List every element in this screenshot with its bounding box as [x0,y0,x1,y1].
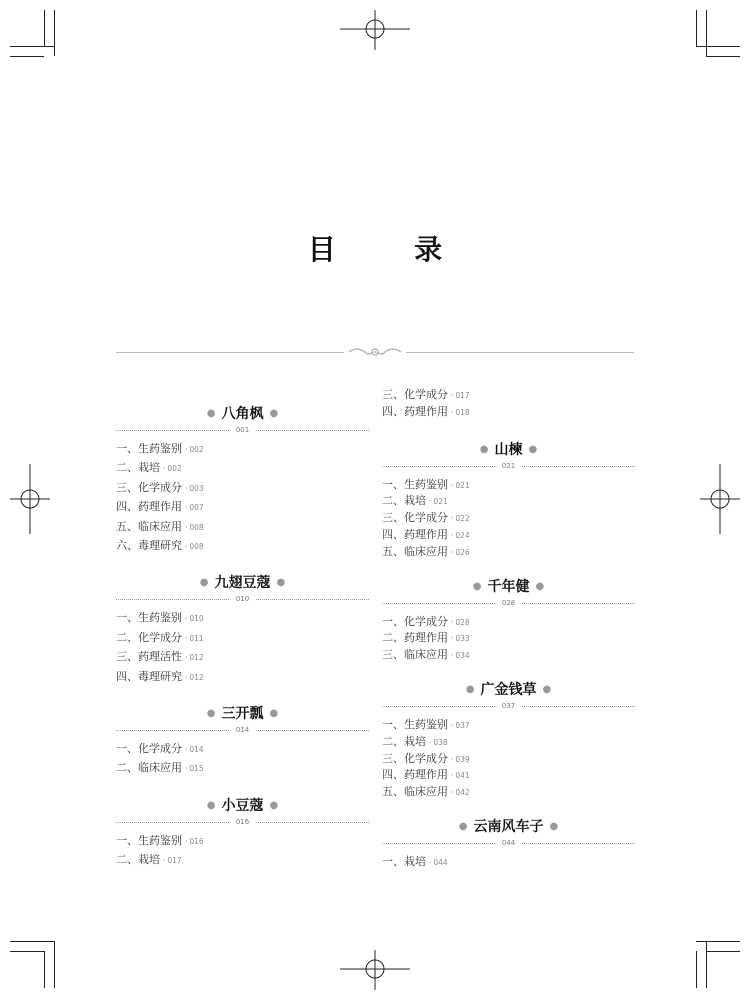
section-page-number: 016 [230,816,255,828]
bullet-dot-icon: ● [206,707,216,719]
entry-label: 一、生药鉴别 [116,833,182,847]
entry-page-number: · 014 [185,745,204,754]
toc-section [382,680,635,800]
entry-label: 一、生药鉴别 [116,611,182,625]
bullet-dot-icon: ● [549,820,559,832]
toc-entry[interactable] [382,629,635,646]
toc-entry[interactable] [382,476,635,493]
divider-right [406,352,634,353]
section-page-rule [116,724,369,736]
bullet-dot-icon: ● [199,577,209,589]
entry-page-number: · 021 [451,481,470,490]
entry-page-number: · 042 [451,788,470,797]
section-page-number: 021 [496,460,521,472]
section-page-number: 010 [230,593,255,605]
toc-entry[interactable] [382,386,635,403]
section-page-number: 037 [496,700,521,712]
toc-left-column [116,404,369,887]
entry-label: 二、药理作用 [382,631,448,645]
toc-entry[interactable] [382,526,635,543]
entry-page-number: · 012 [185,653,204,662]
entry-page-number: · 008 [185,542,204,551]
entry-label: 三、化学成分 [382,751,448,765]
registration-mark-top [340,10,410,50]
scroll-ornament-icon [345,344,405,360]
entry-page-number: · 008 [185,523,204,532]
bullet-dot-icon: ● [269,799,279,811]
section-page-rule [382,837,635,849]
section-page-rule [382,460,635,472]
toc-entry[interactable] [116,440,369,459]
entry-label: 五、临床应用 [382,544,448,558]
entry-page-number: · 017 [451,391,470,400]
section-title[interactable] [116,704,369,724]
entry-page-number: · 038 [429,738,448,747]
bullet-dot-icon: ● [269,408,279,419]
entry-page-number: · 024 [451,531,470,540]
entry-label: 六、毒理研究 [116,538,182,552]
toc-entry[interactable] [116,832,369,851]
section-title[interactable] [116,573,369,593]
toc-entry[interactable] [116,537,369,556]
toc-section [116,704,369,779]
registration-mark-left [10,464,50,534]
toc-entry[interactable] [382,509,635,526]
toc-entry[interactable] [382,766,635,783]
entry-page-number: · 002 [185,445,204,454]
section-page-rule [116,593,369,605]
entry-page-number: · 018 [451,408,470,417]
toc-entry[interactable] [382,750,635,767]
entry-page-number: · 015 [185,764,204,773]
entry-page-number: · 010 [185,614,204,623]
section-title[interactable] [382,680,635,700]
toc-section [116,796,369,871]
bullet-dot-icon: ● [458,820,468,832]
toc-entry[interactable] [116,479,369,498]
entry-label: 三、化学成分 [116,480,182,494]
entry-label: 三、化学成分 [382,511,448,525]
entry-label: 一、化学成分 [382,614,448,628]
toc-entry[interactable] [382,492,635,509]
bullet-dot-icon: ● [269,707,279,719]
bullet-dot-icon: ● [465,683,475,695]
toc-entry[interactable] [116,668,369,687]
registration-mark-right [700,464,740,534]
section-title[interactable] [382,577,635,597]
section-page-rule [116,424,369,436]
entry-page-number: · 026 [451,548,470,557]
section-title[interactable] [382,440,635,460]
entry-label: 二、栽培 [116,461,160,475]
section-page-rule [382,700,635,712]
section-page-number: 028 [496,597,521,609]
bullet-dot-icon: ● [535,580,545,592]
entry-page-number: · 017 [163,856,182,865]
divider-left [116,352,344,353]
entry-label: 五、临床应用 [382,785,448,799]
entry-page-number: · 037 [451,721,470,730]
section-page-number: 044 [496,837,521,849]
toc-entry[interactable] [116,740,369,759]
section-title[interactable] [116,404,369,424]
toc-entry[interactable] [382,783,635,800]
entry-label: 二、化学成分 [116,630,182,644]
entry-page-number: · 044 [429,858,448,867]
toc-section [382,577,635,663]
entry-label: 一、生药鉴别 [116,442,182,455]
toc-entry[interactable] [116,629,369,648]
entry-page-number: · 028 [451,618,470,627]
entry-page-number: · 034 [451,651,470,660]
section-title[interactable] [116,796,369,816]
toc-section [116,404,369,556]
bullet-dot-icon: ● [206,408,216,419]
section-title[interactable] [382,817,635,837]
toc-entry[interactable] [382,646,635,663]
toc-entry[interactable] [116,759,369,778]
continued-entries [382,386,635,420]
toc-entry[interactable] [116,609,369,628]
section-name: 广金钱草 [480,681,537,698]
bullet-dot-icon: ● [479,443,489,455]
entry-label: 二、栽培 [116,853,160,867]
toc-section [382,817,635,870]
entry-label: 一、生药鉴别 [382,477,448,491]
entry-label: 二、临床应用 [116,761,182,775]
entry-page-number: · 002 [163,464,182,473]
entry-label: 四、药理作用 [382,404,448,418]
section-page-number: 014 [230,724,255,736]
entry-page-number: · 033 [451,634,470,643]
section-name: 三开瓢 [221,705,264,722]
toc-entry[interactable] [382,716,635,733]
bullet-dot-icon: ● [276,577,286,589]
section-page-number: 001 [230,424,255,436]
toc-entry[interactable] [382,733,635,750]
section-name: 八角枫 [221,406,264,422]
entry-label: 四、药理作用 [382,768,448,782]
page-title: 目 录 [307,233,468,266]
bullet-dot-icon: ● [206,799,216,811]
toc-entry[interactable] [382,613,635,630]
entry-page-number: · 021 [429,497,448,506]
toc-entry[interactable] [382,543,635,560]
entry-label: 一、化学成分 [116,741,182,755]
entry-label: 三、临床应用 [382,648,448,662]
toc-right-column [382,386,635,887]
entry-page-number: · 041 [451,771,470,780]
section-page-rule [382,597,635,609]
toc-entry[interactable] [116,518,369,537]
toc-entry[interactable] [116,851,369,870]
entry-page-number: · 007 [185,503,204,512]
entry-page-number: · 039 [451,755,470,764]
section-name: 千年健 [487,578,530,595]
entry-page-number: · 011 [185,634,204,643]
entry-label: 三、药理活性 [116,650,182,664]
section-name: 云南风车子 [473,818,544,835]
entry-page-number: · 012 [185,673,204,682]
bullet-dot-icon: ● [528,443,538,455]
entry-page-number: · 022 [451,514,470,523]
entry-page-number: · 003 [185,484,204,493]
entry-label: 二、栽培 [382,494,426,508]
toc-section [382,440,635,560]
toc-entry[interactable] [382,403,635,420]
toc-entry[interactable] [116,648,369,667]
entry-label: 四、药理作用 [382,527,448,541]
section-page-rule [116,816,369,828]
bullet-dot-icon: ● [542,683,552,695]
entry-label: 二、栽培 [382,734,426,748]
toc-entry[interactable] [116,498,369,517]
section-name: 山楝 [494,441,523,458]
entry-label: 三、化学成分 [382,388,448,401]
entry-label: 一、生药鉴别 [382,717,448,731]
toc-section [116,573,369,687]
section-name: 小豆蔻 [221,797,264,814]
toc-entry[interactable] [116,459,369,478]
entry-label: 五、临床应用 [116,519,182,533]
entry-label: 一、栽培 [382,854,426,868]
toc-entry[interactable] [382,853,635,870]
entry-label: 四、毒理研究 [116,669,182,683]
entry-page-number: · 016 [185,837,204,846]
entry-label: 四、药理作用 [116,500,182,514]
registration-mark-bottom [340,950,410,990]
section-name: 九翅豆蔻 [214,575,271,592]
bullet-dot-icon: ● [472,580,482,592]
